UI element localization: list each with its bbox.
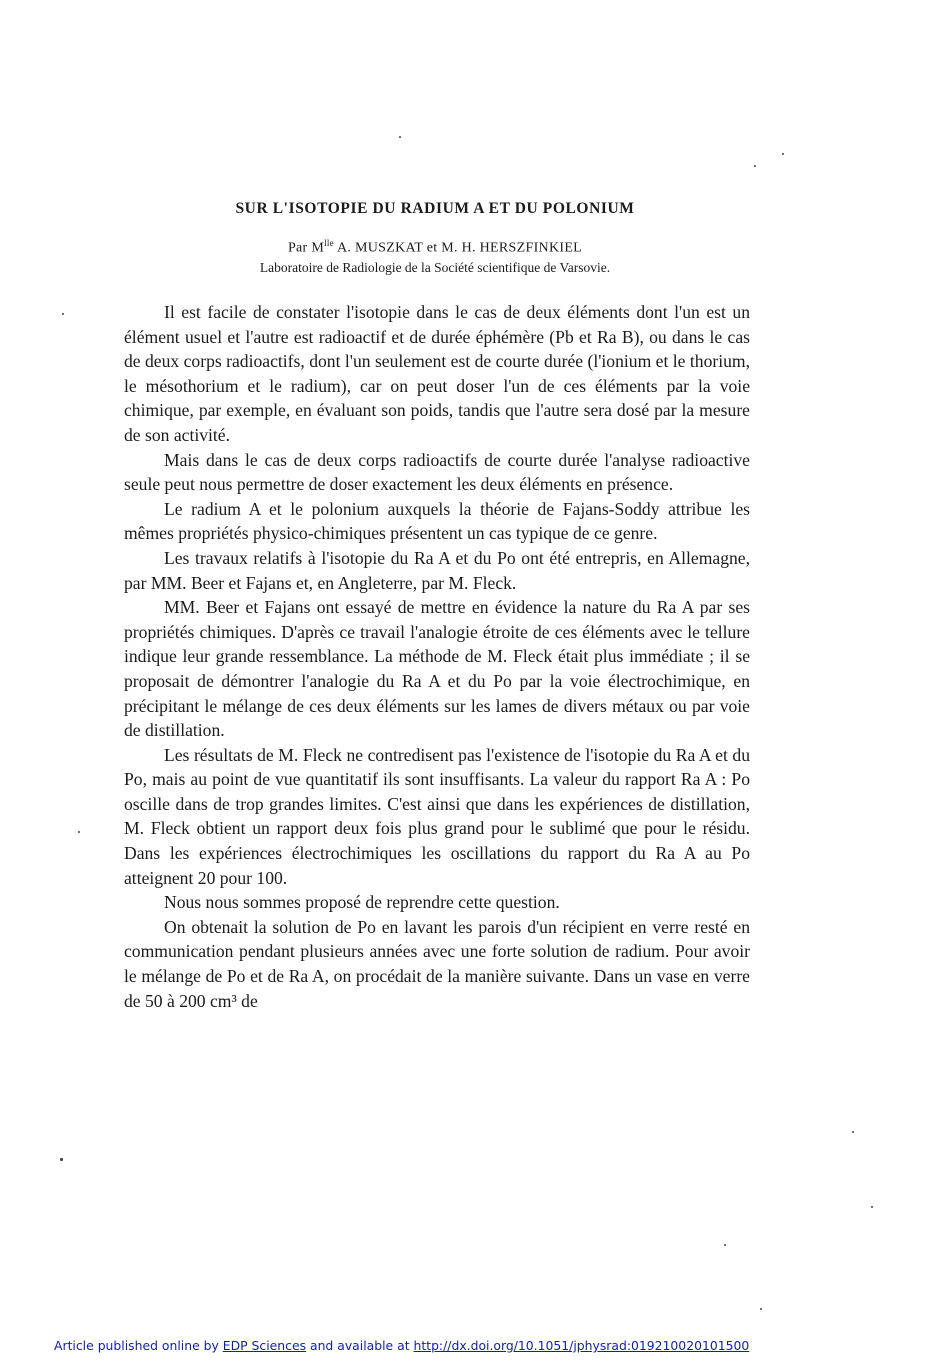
body-paragraph: MM. Beer et Fajans ont essayé de mettre en évidence la nature du Ra A par ses propriétés chimiques. D'après ce travail l'analogie étroite de ces éléments avec le tellure indique leur grande ressemblance. La méthode de M. Fleck était plus immédiate ; il se proposait de démontrer l'analogie du Ra A et du Po par la voie électrochimique, en précipitant le mélange de ces deux éléments sur les lames de divers métaux ou par voie de distillation. [124, 597, 750, 741]
scan-speck [62, 313, 64, 315]
article-authors [0, 238, 870, 257]
publication-footer [54, 1338, 749, 1353]
scan-speck [724, 1244, 726, 1246]
scan-speck [760, 1308, 762, 1310]
scan-speck [754, 165, 756, 167]
article-affiliation: Laboratoire de Radiologie de la Société scientifique de Varsovie. [259, 260, 611, 275]
scan-speck [60, 1158, 63, 1161]
footer-middle: and available at [306, 1338, 414, 1353]
article-body [124, 300, 750, 1013]
scan-speck [782, 153, 784, 155]
body-paragraph: Le radium A et le polonium auxquels la théorie de Fajans-Soddy attribue les mêmes propriétés physico-chimiques présentent un cas typique de ce genre. [124, 498, 750, 544]
doi-link[interactable]: http://dx.doi.org/10.1051/jphysrad:019210020101500 [413, 1338, 750, 1353]
authors-names: A. MUSZKAT et M. H. HERSZFINKIEL [333, 240, 583, 256]
body-paragraph: Les travaux relatifs à l'isotopie du Ra A et du Po ont été entrepris, en Allemagne, par MM. Beer et Fajans et, en Angleterre, par M. Fleck. [124, 547, 750, 593]
article-title: SUR L'ISOTOPIE DU RADIUM A ET DU POLONIUM [235, 200, 635, 217]
authors-title-superscript: lle [324, 238, 334, 248]
body-paragraph: Il est facile de constater l'isotopie dans le cas de deux éléments dont l'un est un élément usuel et l'autre est radioactif et de durée éphémère (Pb et Ra B), ou dans le cas de deux corps radioactifs, dont l'un seulement est de courte durée (l'ionium et le thorium, le mésothorium et le radium), car on peut doser l'un de ces éléments par la voie chimique, par exemple, en évaluant son poids, tandis que l'autre sera dosé par la mesure de son activité. [124, 302, 750, 445]
scan-speck [852, 1131, 854, 1133]
body-paragraph: Les résultats de M. Fleck ne contredisent pas l'existence de l'isotopie du Ra A et du Po, mais au point de vue quantitatif ils sont insuffisants. La valeur du rapport Ra A : Po oscille dans de trop grandes limites. C'est ainsi que dans les expériences de distillation, M. Fleck obtient un rapport deux fois plus grand pour le sublimé que pour le résidu. Dans les expériences électrochimiques les oscillations du rapport du Ra A au Po atteignent 20 pour 100. [124, 744, 750, 888]
body-paragraph: On obtenait la solution de Po en lavant les parois d'un récipient en verre resté en communication pendant plusieurs années avec une forte solution de radium. Pour avoir le mélange de Po et de Ra A, on procédait de la manière suivante. Dans un vase en verre de 50 à 200 cm³ de [124, 916, 750, 1011]
body-paragraph: Nous nous sommes proposé de reprendre cette question. [164, 892, 560, 913]
edp-sciences-link[interactable]: EDP Sciences [222, 1338, 307, 1353]
scan-speck [871, 1206, 873, 1208]
scan-speck [78, 831, 80, 833]
authors-prefix: Par M [287, 240, 325, 256]
footer-prefix: Article published online by [54, 1338, 223, 1353]
scan-speck [399, 136, 401, 138]
body-paragraph: Mais dans le cas de deux corps radioactifs de courte durée l'analyse radioactive seule peut nous permettre de doser exactement les deux éléments en présence. [124, 449, 750, 495]
